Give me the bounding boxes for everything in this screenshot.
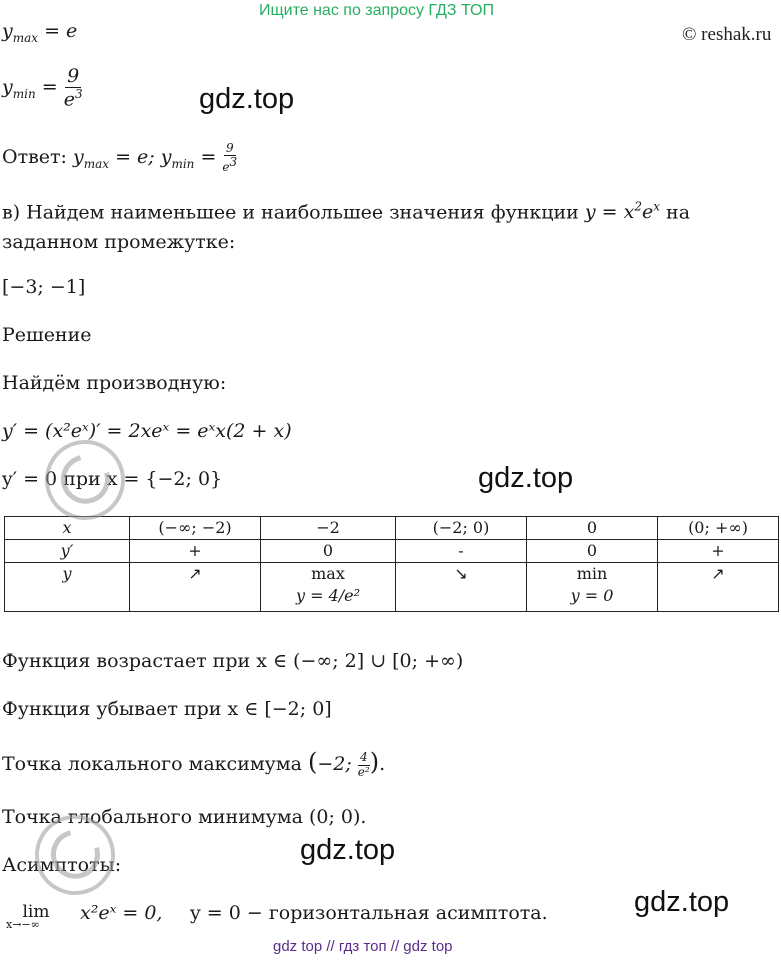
table-cell: 0: [527, 540, 658, 563]
table-cell-max: max y = 4/e²: [261, 563, 396, 612]
global-min-line: Точка глобального минимума (0; 0).: [2, 806, 367, 828]
table-cell: x: [5, 517, 130, 540]
asymptotes-heading: Асимптоты:: [2, 854, 122, 876]
table-cell: +: [658, 540, 779, 563]
table-cell: (0; +∞): [658, 517, 779, 540]
watermark-gdz: gdz.top: [478, 462, 574, 494]
watermark-gdz: gdz.top: [634, 886, 730, 918]
table-cell: y′: [5, 540, 130, 563]
table-row-function: [5, 563, 779, 612]
horizontal-asymptote: y = 0 − горизонтальная асимптота.: [190, 902, 548, 924]
solution-heading: Решение: [2, 324, 92, 346]
decrease-arrow-icon: ↘: [396, 563, 527, 612]
task-line-2: заданном промежутке:: [2, 231, 236, 253]
search-banner[interactable]: Ищите нас по запросу ГДЗ ТОП: [259, 2, 494, 19]
ymin-line: $y_{min}$ = $\frac{9}{e^3}$: [2, 65, 83, 111]
site-credit: © reshak.ru: [682, 24, 772, 45]
limit-expression: x²eˣ = 0,: [80, 902, 163, 924]
answer-line: Ответ: $y_{max} = e$; $y_{min}$ = $\frac{9}{e^3}$: [2, 141, 238, 175]
table-cell: -: [396, 540, 527, 563]
ymax-line: $y_{max} = e$: [2, 20, 78, 45]
table-cell: 0: [527, 517, 658, 540]
derivative-title: Найдём производную:: [2, 372, 227, 394]
increasing-line: Функция возрастает при x ∈ (−∞; 2] ∪ [0; +∞): [2, 650, 464, 672]
watermark-gdz: gdz.top: [300, 834, 396, 866]
interval: [−3; −1]: [2, 276, 86, 298]
table-cell-min: min y = 0: [527, 563, 658, 612]
sign-table: [4, 516, 779, 612]
table-cell: (−2; 0): [396, 517, 527, 540]
limit-operator: lim x→−∞: [6, 902, 50, 931]
table-row-derivative: [5, 540, 779, 563]
table-row-header: [5, 517, 779, 540]
local-max-line: Точка локального максимума (−2; $\frac{4}{\text{e²}}$ ).: [2, 748, 386, 779]
derivative-formula: y′ = (x²eˣ)′ = 2xeˣ = eˣx(2 + x): [2, 420, 292, 442]
increase-arrow-icon: ↗: [658, 563, 779, 612]
task-line-1: в) Найдем наименьшее и наибольшее значения функции $y = x^2e^x$ на: [2, 200, 691, 224]
table-cell: −2: [261, 517, 396, 540]
decreasing-line: Функция убывает при x ∈ [−2; 0]: [2, 698, 332, 720]
table-cell: 0: [261, 540, 396, 563]
table-cell: (−∞; −2): [130, 517, 261, 540]
footer-links[interactable]: gdz top // гдз топ // gdz top: [273, 938, 453, 955]
derivative-zeros: y′ = 0 при x = {−2; 0}: [2, 468, 223, 490]
increase-arrow-icon: ↗: [130, 563, 261, 612]
table-cell: y: [5, 563, 130, 612]
table-cell: +: [130, 540, 261, 563]
watermark-gdz: gdz.top: [199, 83, 295, 115]
